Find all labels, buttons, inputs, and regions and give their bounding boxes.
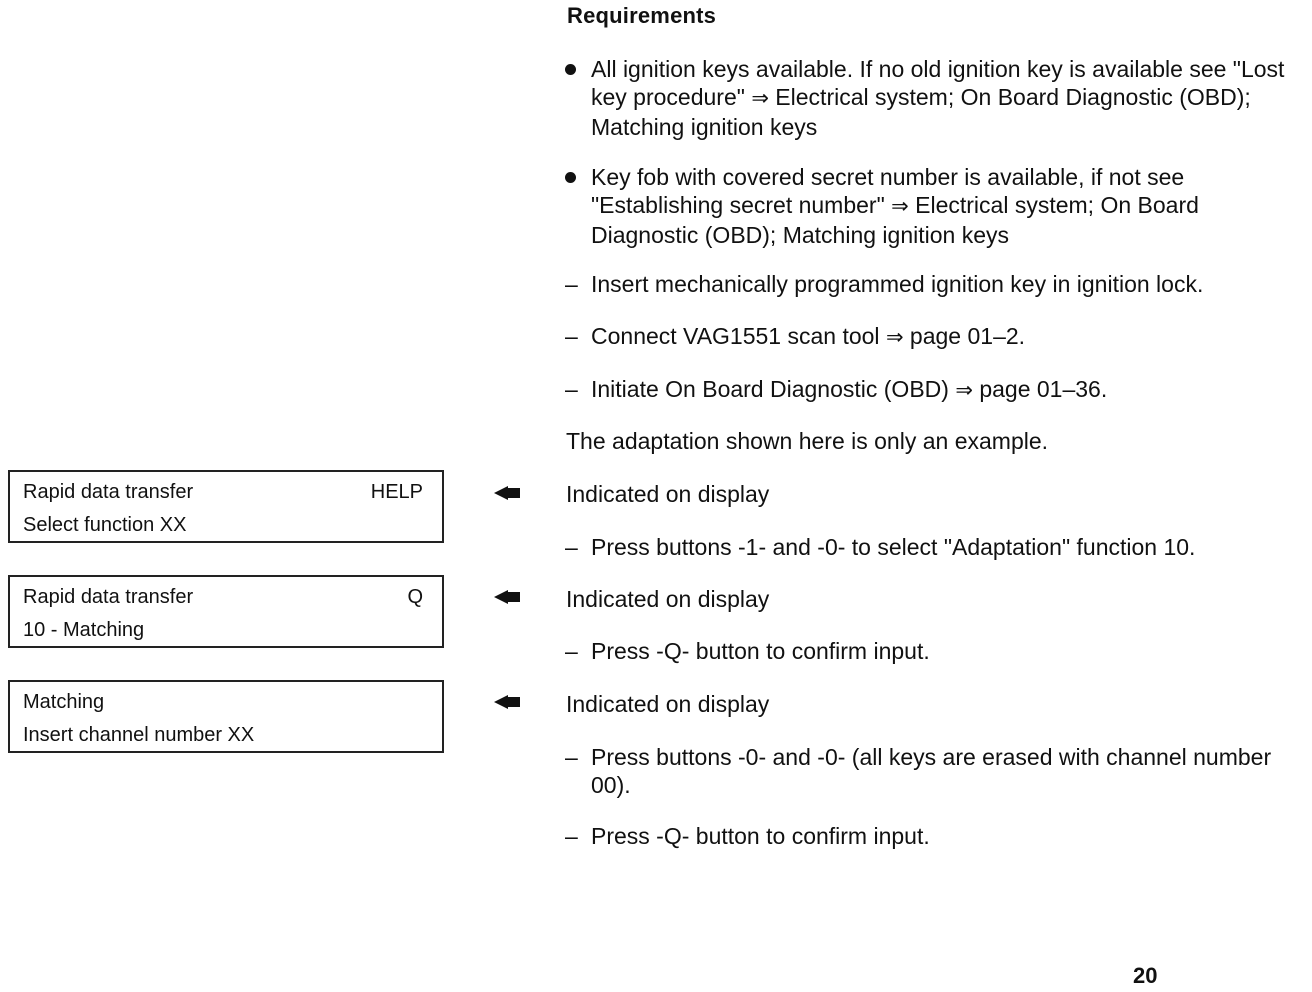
- step-connect-scan-tool: – Connect VAG1551 scan tool ⇒ page 01–2.: [565, 323, 1026, 349]
- bullet-dot-icon: [565, 64, 576, 75]
- step-initiate-obd: – Initiate On Board Diagnostic (OBD) ⇒ page 01–36.: [565, 376, 1108, 402]
- bullet-dot-icon: [565, 172, 576, 183]
- reference-arrow-icon: ⇒: [751, 87, 769, 110]
- pointer-arrow-icon: [494, 486, 520, 500]
- reference-arrow-icon: ⇒: [891, 195, 909, 218]
- requirement-bullet-1: All ignition keys available. If no old ignition key is available see "Lost key procedure" ⇒ Electrical system; On Board Diagnostic (OBD); Matching ignition keys: [565, 55, 1293, 141]
- reference-arrow-icon: ⇒: [955, 379, 973, 402]
- display-box-select-function: [8, 470, 444, 543]
- indicated-on-display-1: Indicated on display: [566, 481, 770, 507]
- dash-marker: –: [565, 376, 578, 402]
- dash-marker: –: [565, 638, 578, 664]
- step-enter-channel: – Press buttons -0- and -0- (all keys are erased with channel number 00).: [565, 744, 1272, 798]
- dash-marker: –: [565, 823, 578, 849]
- display-box-channel-number: [8, 680, 444, 753]
- step-select-adaptation: – Press buttons -1- and -0- to select "Adaptation" function 10.: [565, 534, 1196, 560]
- display-line-1: Rapid data transfer: [23, 586, 194, 608]
- display-line-1: Rapid data transfer: [23, 481, 194, 503]
- dash-marker: –: [565, 744, 578, 770]
- example-note: The adaptation shown here is only an example.: [566, 428, 1049, 454]
- dash-marker: –: [565, 534, 578, 560]
- page-number: 20: [1133, 963, 1158, 988]
- display-right-label: HELP: [370, 481, 423, 503]
- pointer-arrow-icon: [494, 695, 520, 709]
- step-insert-key: – Insert mechanically programmed ignition key in ignition lock.: [565, 271, 1204, 297]
- indicated-on-display-3: Indicated on display: [566, 691, 770, 717]
- reference-arrow-icon: ⇒: [885, 326, 904, 349]
- display-box-matching-function: [8, 575, 444, 648]
- requirement-bullet-2: Key fob with covered secret number is available, if not see "Establishing secret number" ⇒ Electrical system; On Board Diagnostic (OBD); Matching ignition keys: [565, 163, 1293, 249]
- step-confirm-input-2: – Press -Q- button to confirm input.: [565, 823, 930, 849]
- pointer-arrow-icon: [494, 590, 520, 604]
- display-line-2: 10 - Matching: [23, 619, 145, 641]
- indicated-on-display-2: Indicated on display: [566, 586, 770, 612]
- dash-marker: –: [565, 271, 578, 297]
- dash-marker: –: [565, 323, 578, 349]
- display-line-2: Insert channel number XX: [23, 724, 255, 746]
- display-line-1: Matching: [23, 691, 105, 713]
- requirements-heading: Requirements: [567, 3, 717, 28]
- display-line-2: Select function XX: [23, 514, 187, 536]
- display-right-label: Q: [407, 586, 423, 608]
- step-confirm-input-1: – Press -Q- button to confirm input.: [565, 638, 930, 664]
